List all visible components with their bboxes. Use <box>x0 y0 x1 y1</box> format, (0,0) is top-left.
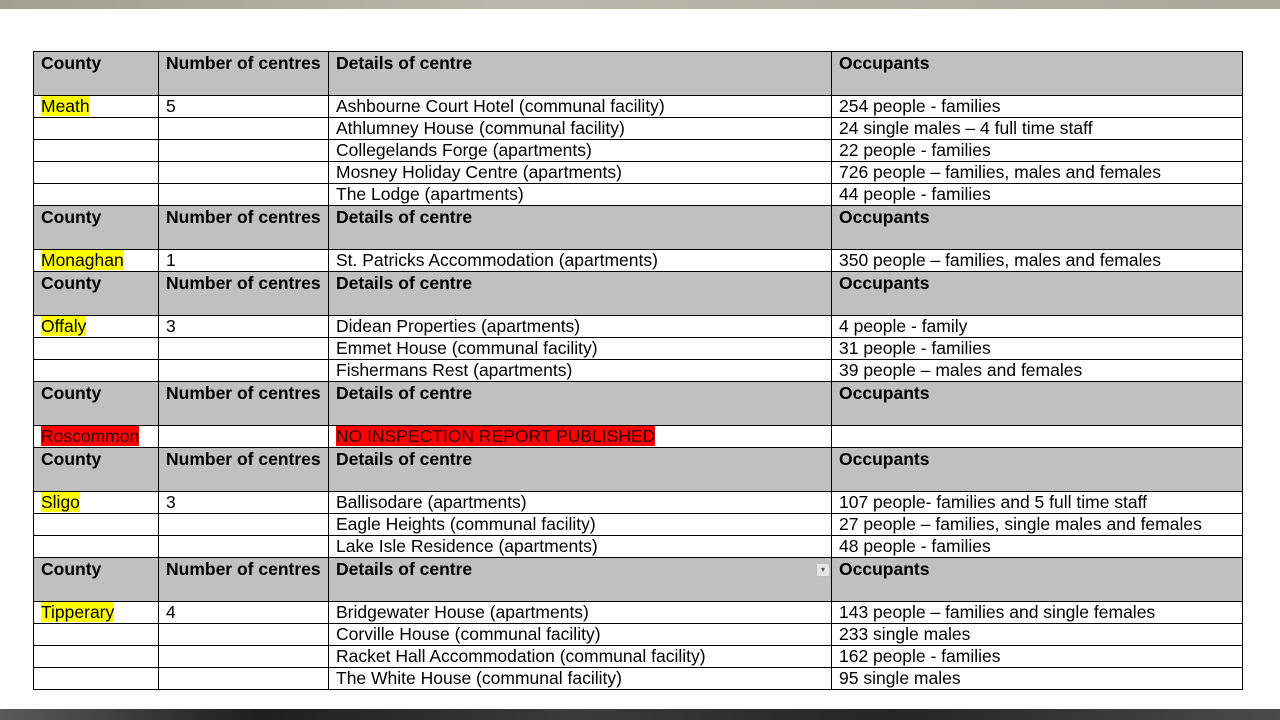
occupants-value: 254 people - families <box>839 96 1001 116</box>
header-details-of-centre <box>329 52 832 96</box>
number-of-centres-cell <box>159 118 329 140</box>
county-cell <box>34 514 159 536</box>
details-cell <box>329 184 832 206</box>
table-row <box>34 140 1243 162</box>
details-cell <box>329 96 832 118</box>
occupants-value: 22 people - families <box>839 140 991 160</box>
centre-details: Athlumney House (communal facility) <box>336 118 625 138</box>
details-cell <box>329 624 832 646</box>
occupants-cell <box>832 118 1243 140</box>
details-cell <box>329 316 832 338</box>
header-number-of-centres <box>159 558 329 602</box>
document-page <box>0 9 1280 709</box>
details-cell <box>329 118 832 140</box>
table-row <box>34 668 1243 690</box>
occupants-cell <box>832 360 1243 382</box>
table-row <box>34 250 1243 272</box>
county-name: Offaly <box>41 316 87 336</box>
occupants-cell <box>832 162 1243 184</box>
occupants-cell <box>832 426 1243 448</box>
header-county <box>34 448 159 492</box>
county-cell <box>34 316 159 338</box>
occupants-value: 350 people – families, males and females <box>839 250 1161 270</box>
centre-details: NO INSPECTION REPORT PUBLISHED <box>336 426 656 446</box>
county-cell <box>34 646 159 668</box>
header-details-of-centre <box>329 206 832 250</box>
header-county-label: County <box>41 449 102 469</box>
header-county <box>34 558 159 602</box>
table-row <box>34 536 1243 558</box>
details-cell <box>329 162 832 184</box>
county-cell <box>34 668 159 690</box>
details-cell <box>329 360 832 382</box>
centre-details: Emmet House (communal facility) <box>336 338 598 358</box>
occupants-value: 726 people – families, males and females <box>839 162 1161 182</box>
table-row <box>34 624 1243 646</box>
county-cell <box>34 624 159 646</box>
top-border-strip <box>0 0 1280 9</box>
header-number-of-centres <box>159 272 329 316</box>
header-occupants-label: Occupants <box>839 383 930 403</box>
table-row <box>34 602 1243 624</box>
county-cell <box>34 162 159 184</box>
header-details-of-centre-label: Details of centre <box>336 207 473 227</box>
number-of-centres-cell <box>159 96 329 118</box>
header-county-label: County <box>41 559 102 579</box>
occupants-value: 233 single males <box>839 624 971 644</box>
header-occupants <box>832 52 1243 96</box>
occupants-cell <box>832 514 1243 536</box>
centre-details: Mosney Holiday Centre (apartments) <box>336 162 622 182</box>
table-row <box>34 118 1243 140</box>
number-of-centres-cell <box>159 338 329 360</box>
number-of-centres-value: 3 <box>166 316 176 336</box>
header-county <box>34 272 159 316</box>
centre-details: The White House (communal facility) <box>336 668 622 688</box>
header-county <box>34 382 159 426</box>
centre-details: Lake Isle Residence (apartments) <box>336 536 598 556</box>
number-of-centres-cell <box>159 624 329 646</box>
county-cell <box>34 96 159 118</box>
table-row <box>34 646 1243 668</box>
table-row <box>34 338 1243 360</box>
occupants-value: 31 people - families <box>839 338 991 358</box>
header-number-of-centres <box>159 52 329 96</box>
header-details-of-centre <box>329 382 832 426</box>
number-of-centres-cell <box>159 162 329 184</box>
number-of-centres-value: 1 <box>166 250 176 270</box>
header-details-of-centre <box>329 272 832 316</box>
centre-details: Didean Properties (apartments) <box>336 316 581 336</box>
centre-details: Collegelands Forge (apartments) <box>336 140 592 160</box>
number-of-centres-cell <box>159 602 329 624</box>
county-cell <box>34 492 159 514</box>
table-body <box>34 52 1243 690</box>
header-details-of-centre-label: Details of centre <box>336 273 473 293</box>
bottom-border-strip <box>0 709 1280 720</box>
header-row <box>34 52 1243 96</box>
number-of-centres-cell <box>159 646 329 668</box>
county-cell <box>34 250 159 272</box>
occupants-cell <box>832 338 1243 360</box>
occupants-cell <box>832 316 1243 338</box>
details-cell <box>329 646 832 668</box>
number-of-centres-cell <box>159 492 329 514</box>
header-county-label: County <box>41 273 102 293</box>
county-name: Sligo <box>41 492 80 512</box>
header-occupants <box>832 382 1243 426</box>
occupants-value: 162 people - families <box>839 646 1001 666</box>
header-county <box>34 52 159 96</box>
occupants-value: 143 people – families and single females <box>839 602 1156 622</box>
header-number-of-centres-label: Number of centres <box>166 53 321 73</box>
header-number-of-centres-label: Number of centres <box>166 383 321 403</box>
occupants-cell <box>832 536 1243 558</box>
occupants-cell <box>832 646 1243 668</box>
centre-details: Bridgewater House (apartments) <box>336 602 589 622</box>
occupants-cell <box>832 624 1243 646</box>
table-row <box>34 184 1243 206</box>
county-cell <box>34 338 159 360</box>
details-cell <box>329 514 832 536</box>
number-of-centres-cell <box>159 316 329 338</box>
table-row <box>34 360 1243 382</box>
header-details-of-centre <box>329 448 832 492</box>
header-row <box>34 206 1243 250</box>
centre-details: Racket Hall Accommodation (communal facility) <box>336 646 706 666</box>
header-details-of-centre-label: Details of centre <box>336 559 473 579</box>
header-details-of-centre <box>329 558 832 602</box>
occupants-cell <box>832 492 1243 514</box>
number-of-centres-value: 4 <box>166 602 176 622</box>
header-occupants <box>832 272 1243 316</box>
header-occupants-label: Occupants <box>839 559 930 579</box>
county-name: Tipperary <box>41 602 115 622</box>
centre-details: Ashbourne Court Hotel (communal facility) <box>336 96 665 116</box>
county-name: Meath <box>41 96 90 116</box>
occupants-cell <box>832 140 1243 162</box>
table-row <box>34 162 1243 184</box>
number-of-centres-cell <box>159 140 329 162</box>
header-number-of-centres-label: Number of centres <box>166 559 321 579</box>
county-cell <box>34 360 159 382</box>
header-county-label: County <box>41 207 102 227</box>
occupants-cell <box>832 96 1243 118</box>
header-number-of-centres-label: Number of centres <box>166 449 321 469</box>
table-row <box>34 316 1243 338</box>
table-row <box>34 514 1243 536</box>
header-occupants <box>832 448 1243 492</box>
number-of-centres-cell <box>159 250 329 272</box>
occupants-cell <box>832 668 1243 690</box>
details-cell <box>329 338 832 360</box>
number-of-centres-cell <box>159 360 329 382</box>
header-occupants-label: Occupants <box>839 53 930 73</box>
county-cell <box>34 118 159 140</box>
number-of-centres-cell <box>159 426 329 448</box>
details-cell <box>329 250 832 272</box>
county-name: Roscommon <box>41 426 140 446</box>
header-number-of-centres-label: Number of centres <box>166 207 321 227</box>
header-county <box>34 206 159 250</box>
header-number-of-centres-label: Number of centres <box>166 273 321 293</box>
header-occupants <box>832 558 1243 602</box>
county-cell <box>34 140 159 162</box>
centre-details: Ballisodare (apartments) <box>336 492 527 512</box>
header-occupants <box>832 206 1243 250</box>
header-county-label: County <box>41 383 102 403</box>
header-details-of-centre-label: Details of centre <box>336 53 473 73</box>
county-centres-table <box>33 51 1243 690</box>
table-row <box>34 96 1243 118</box>
number-of-centres-cell <box>159 514 329 536</box>
filter-dropdown-icon[interactable]: ▾ <box>816 563 830 577</box>
header-row <box>34 382 1243 426</box>
table-row <box>34 492 1243 514</box>
header-occupants-label: Occupants <box>839 273 930 293</box>
occupants-cell <box>832 250 1243 272</box>
occupants-value: 4 people - family <box>839 316 968 336</box>
centre-details: Fishermans Rest (apartments) <box>336 360 573 380</box>
table-row <box>34 426 1243 448</box>
county-name: Monaghan <box>41 250 124 270</box>
header-details-of-centre-label: Details of centre <box>336 449 473 469</box>
header-occupants-label: Occupants <box>839 207 930 227</box>
details-cell <box>329 492 832 514</box>
header-row <box>34 448 1243 492</box>
number-of-centres-value: 5 <box>166 96 176 116</box>
occupants-value: 39 people – males and females <box>839 360 1083 380</box>
occupants-cell <box>832 602 1243 624</box>
occupants-cell <box>832 184 1243 206</box>
header-occupants-label: Occupants <box>839 449 930 469</box>
number-of-centres-value: 3 <box>166 492 176 512</box>
details-cell <box>329 602 832 624</box>
header-number-of-centres <box>159 448 329 492</box>
occupants-value: 48 people - families <box>839 536 991 556</box>
county-cell <box>34 426 159 448</box>
occupants-value: 24 single males – 4 full time staff <box>839 118 1093 138</box>
number-of-centres-cell <box>159 668 329 690</box>
occupants-value: 95 single males <box>839 668 961 688</box>
header-row <box>34 272 1243 316</box>
details-cell <box>329 140 832 162</box>
details-cell <box>329 536 832 558</box>
header-number-of-centres <box>159 382 329 426</box>
header-row <box>34 558 1243 602</box>
header-county-label: County <box>41 53 102 73</box>
number-of-centres-cell <box>159 536 329 558</box>
centre-details: The Lodge (apartments) <box>336 184 524 204</box>
county-cell <box>34 184 159 206</box>
header-details-of-centre-label: Details of centre <box>336 383 473 403</box>
header-number-of-centres <box>159 206 329 250</box>
centre-details: St. Patricks Accommodation (apartments) <box>336 250 658 270</box>
occupants-value: 107 people- families and 5 full time staff <box>839 492 1148 512</box>
occupants-value: 44 people - families <box>839 184 991 204</box>
number-of-centres-cell <box>159 184 329 206</box>
details-cell <box>329 668 832 690</box>
county-cell <box>34 602 159 624</box>
centre-details: Corville House (communal facility) <box>336 624 601 644</box>
centre-details: Eagle Heights (communal facility) <box>336 514 596 534</box>
occupants-value: 27 people – families, single males and females <box>839 514 1202 534</box>
county-cell <box>34 536 159 558</box>
details-cell <box>329 426 832 448</box>
